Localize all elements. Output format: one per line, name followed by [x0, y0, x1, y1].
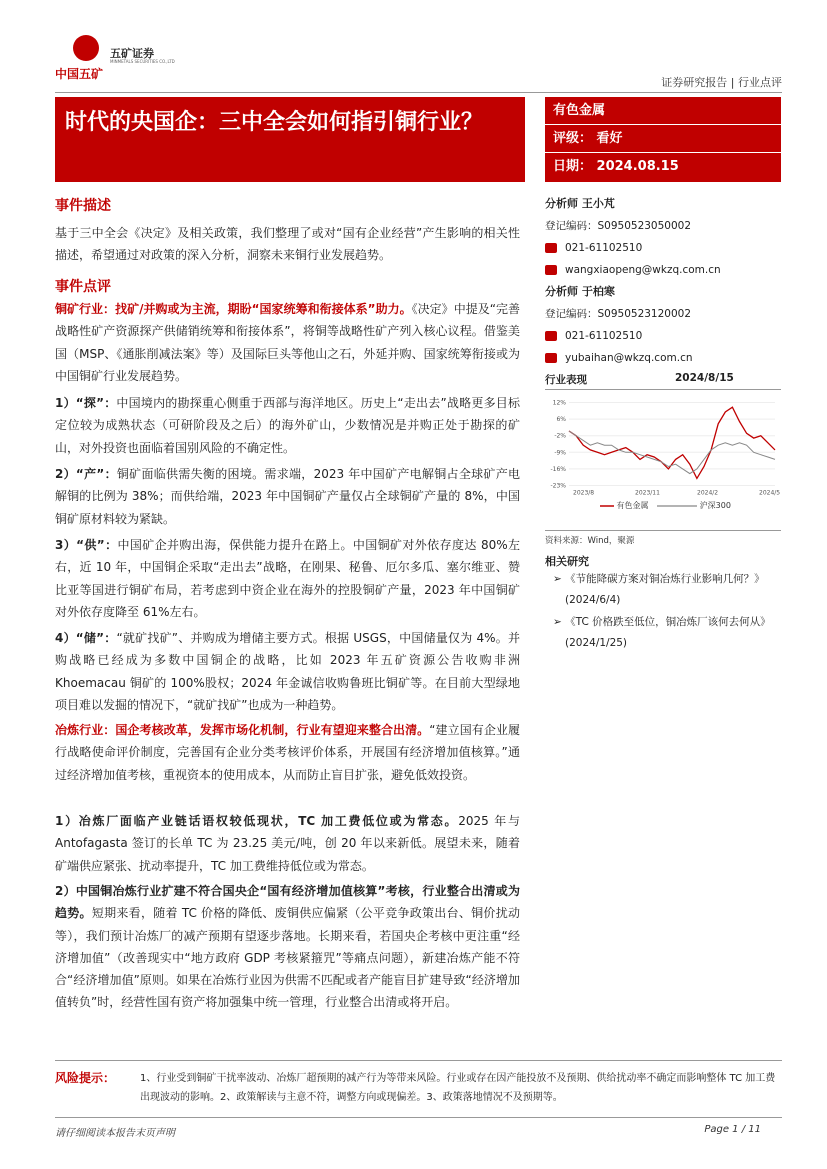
- p7-body: 2025 年与 Antofagasta 签订的长单 TC 为 23.25 美元/吨，创 20 年以来新低。展望未来，随着矿端供应紧张、扰动率提升，TC 加工费维持低位或为常态。: [55, 814, 520, 873]
- p5-lead: 4）“储”：: [55, 631, 117, 645]
- analyst-1: [545, 193, 781, 281]
- paragraph-7: [55, 810, 520, 877]
- y-tick-label: -16%: [550, 465, 566, 473]
- analyst-email[interactable]: yubaihan@wkzq.com.cn: [545, 347, 781, 369]
- series-line-1: [569, 407, 775, 478]
- p4-lead: 3）“供”：: [55, 538, 118, 552]
- chart-title: [545, 372, 781, 390]
- event-desc-title: 事件描述: [55, 198, 111, 214]
- p1-body: 《决定》中提及“完善战略性矿产资源探产供储销统筹和衔接体系”，将铜等战略性矿产列入核心议程。借鉴美国（MSP、《通胀削减法案》等）及国际巨头等他山之石，外延并购、国家统筹衔接或为中国铜矿行业发展趋势。: [55, 302, 520, 383]
- industry-label: 有色金属: [545, 97, 781, 125]
- paragraph-3: [55, 463, 520, 530]
- legend-swatch-1: [600, 504, 614, 508]
- risk-divider-bottom: [55, 1117, 782, 1118]
- p1-lead: 铜矿行业：找矿/并购或为主流，期盼“国家统筹和衔接体系”助力。: [55, 302, 412, 316]
- related-title: 相关研究: [545, 555, 589, 568]
- risk-text: 1、行业受到铜矿干扰率波动、冶炼厂超预期的减产行为等带来风险。行业或存在因产能投放不及预期、供给扰动率不确定而影响整体 TC 加工费出现波动的影响。2、政策解读与主意不符，调整方向或现偏差。3、政策落地情况不及预期等。: [140, 1073, 776, 1103]
- analyst-2: [545, 281, 781, 369]
- legend-swatch-2: [657, 504, 697, 508]
- p2-body: 中国境内的勘探重心侧重于西部与海洋地区。历史上“走出去”战略更多目标定位较为成熟状态（可研阶段及之后）的海外矿山，少数情况是并购正处于勘探的矿山，对外投资也面临着国别风险的不确定性。: [55, 396, 520, 455]
- y-tick-label: -2%: [554, 432, 566, 440]
- paragraph-1: [55, 298, 520, 387]
- p6-body: “建立国有企业履行战略使命评价制度，完善国有企业分类考核评价体系，开展国有经济增加值核算。”通过经济增加值考核，重视资本的使用成本，从而防止盲目扩张，避免低效投资。: [55, 723, 520, 782]
- company-logo: [55, 35, 195, 85]
- industry-performance-chart: [545, 390, 781, 515]
- event-desc-text: 基于三中全会《决定》及相关政策，我们整理了或对“国有企业经营”产生影响的相关性描述，希望通过对政策的深入分析，洞察未来铜行业发展趋势。: [55, 226, 520, 263]
- y-tick-label: -23%: [550, 482, 566, 490]
- analyst-name: 分析师 王小芃: [545, 197, 615, 210]
- date-label: 日期： 2024.08.15: [553, 159, 679, 174]
- logo-wk: 五矿证券: [110, 47, 154, 60]
- chart-title-text: 行业表现: [545, 374, 587, 386]
- analyst-tel: 021-61102510: [545, 325, 781, 347]
- logo-cn: 中国五矿: [55, 67, 104, 81]
- p7-lead: 1）冶炼厂面临产业链话语权较低现状，TC 加工费低位或为常态。: [55, 814, 459, 828]
- analyst-name: 分析师 于柏寒: [545, 285, 615, 298]
- report-title: 时代的央国企：三中全会如何指引铜行业？: [55, 97, 525, 182]
- related-item-title: ➢ 《TC 价格跌至低位，铜冶炼厂该何去何从》: [553, 616, 771, 628]
- x-tick-label: 2023/11: [635, 489, 660, 497]
- chart-date: 2024/8/15: [675, 372, 734, 384]
- comment-title: 事件点评: [55, 279, 111, 295]
- data-source: 资料来源：Wind，聚源: [545, 530, 781, 546]
- x-tick-label: 2024/5: [759, 489, 781, 497]
- p3-body: 铜矿面临供需失衡的困境。需求端，2023 年中国矿产电解铜占全球矿产电解铜的比例为 38%；而供给端，2023 年中国铜矿产量仅占全球铜矿产量的 8%，中国铜矿原材料较为紧缺。: [55, 467, 521, 526]
- paragraph-2: [55, 392, 520, 459]
- y-tick-label: 6%: [556, 416, 566, 424]
- header-divider: [55, 92, 782, 93]
- analyst-reg: 登记编码：S0950523120002: [545, 308, 692, 320]
- related-item-date: (2024/1/25): [565, 637, 628, 649]
- p8-body: 短期来看，随着 TC 价格的降低、废铜供应偏紧（公平竞争政策出台、铜价扰动等），我们预计冶炼厂的减产预期有望逐步落地。长期来看，若国央企考核中更注重“经济增加值”（改善现实中“地方政府 GDP 考核紧箍咒”等痛点问题），新建冶炼产能不符合“经济增加值”原则。如果在冶炼行业因为供需不匹配或者产能盲目扩建导致“经济增加值转负”时，经营性国有资产将加强集中统一管理，行业整合出清或将开启。: [55, 906, 520, 1010]
- page-number: Page 1 / 11: [704, 1124, 761, 1135]
- rating-box: [545, 97, 781, 182]
- p3-lead: 2）“产”：: [55, 467, 117, 481]
- x-tick-label: 2023/8: [573, 489, 595, 497]
- p5-body: “就矿找矿”、并购成为增储主要方式。根据 USGS，中国储量仅为 4%。并购战略已经成为多数中国铜企的战略，比如 2023 年五矿资源公告收购非洲 Khoemacau 铜矿的 100%股权；2024 年金诚信收购鲁班比铜矿等。在目前大型绿地项目难以发掘的情况下，“就矿找矿”也成为一种趋势。: [55, 631, 521, 712]
- analyst-reg: 登记编码：S0950523050002: [545, 220, 692, 232]
- footer-disclaimer: 请仔细阅读本报告末页声明: [55, 1128, 175, 1139]
- legend-label-1: 有色金属: [616, 501, 649, 510]
- paragraph-8: [55, 880, 520, 1014]
- paragraph-6: [55, 719, 520, 786]
- email-icon: [545, 353, 557, 363]
- y-tick-label: 12%: [552, 399, 566, 407]
- phone-icon: [545, 243, 557, 253]
- related-item-date: (2024/6/4): [565, 594, 621, 606]
- p2-lead: 1）“探”：: [55, 396, 117, 410]
- email-icon: [545, 265, 557, 275]
- x-tick-label: 2024/2: [697, 489, 719, 497]
- paragraph-5: [55, 627, 520, 716]
- risk-divider-top: [55, 1060, 782, 1061]
- related-item-title: ➢ 《节能降碳方案对铜冶炼行业影响几何？》: [553, 573, 765, 585]
- logo-sub: MINMETALS SECURITIES CO.,LTD: [110, 59, 175, 64]
- p4-body: 中国矿企并购出海，保供能力提升在路上。中国铜矿对外依存度达 80%左右，近 10 年，中国铜企采取“走出去”战略，在刚果、秘鲁、厄尔多瓜、塞尔维亚、赞比亚等国进行铜矿布局，若考虑到中资企业在海外的控股铜矿产量，2023 年中国铜矿对外依存度降至 61%左右。: [55, 538, 521, 619]
- legend-label-2: 沪深300: [699, 501, 731, 510]
- risk-label: 风险提示：: [55, 1071, 116, 1085]
- analyst-email[interactable]: wangxiaopeng@wkzq.com.cn: [545, 259, 781, 281]
- phone-icon: [545, 331, 557, 341]
- related-item[interactable]: [553, 612, 781, 654]
- related-item[interactable]: [553, 569, 781, 611]
- paragraph-4: [55, 534, 520, 623]
- rating-label: 评级： 看好: [545, 125, 781, 153]
- p8-lead: 2）中国铜冶炼行业扩建不符合国央企“国有经济增加值核算”考核，行业整合出清或为趋势。: [55, 884, 520, 921]
- y-tick-label: -9%: [554, 449, 566, 457]
- analyst-tel: 021-61102510: [545, 237, 781, 259]
- chart-legend: [600, 500, 731, 511]
- p6-lead: 冶炼行业：国企考核改革，发挥市场化机制，行业有望迎来整合出清。: [55, 723, 430, 737]
- logo-emblem-icon: [73, 35, 99, 61]
- page-footer: [55, 1124, 781, 1139]
- report-type: 证券研究报告 | 行业点评: [661, 76, 782, 89]
